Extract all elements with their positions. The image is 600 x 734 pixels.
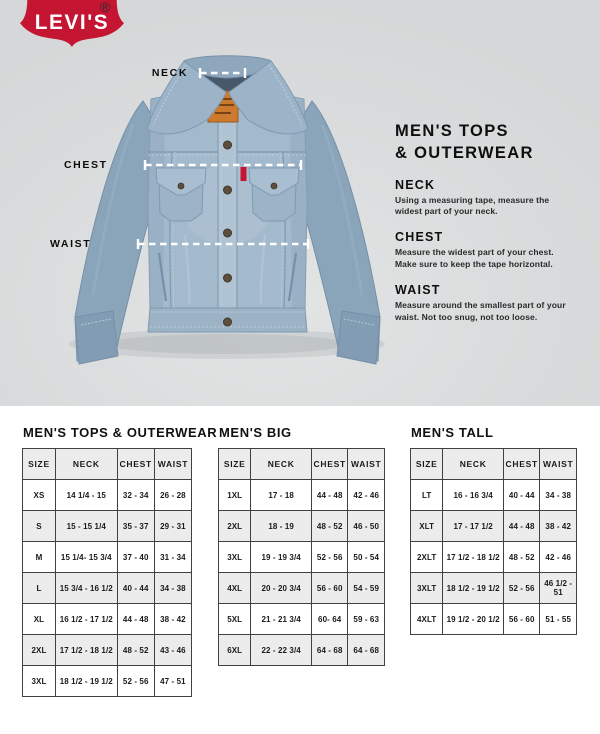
measurement-cell: 26 - 28 bbox=[154, 480, 191, 511]
table-row bbox=[411, 480, 577, 511]
measurement-cell: 21 - 21 3/4 bbox=[251, 604, 312, 635]
size-cell: 3XL bbox=[219, 542, 251, 573]
measurement-cell: 44 - 48 bbox=[117, 604, 154, 635]
table-row bbox=[411, 604, 577, 635]
measurement-cell: 44 - 48 bbox=[311, 480, 348, 511]
table-row bbox=[219, 480, 385, 511]
table-row bbox=[23, 480, 192, 511]
instruction-body-waist: Measure around the smallest part of your waist. Not too snug, not too loose. bbox=[395, 300, 566, 322]
table-row bbox=[23, 511, 192, 542]
size-cell: 3XL bbox=[23, 666, 56, 697]
size-cell: 2XL bbox=[23, 635, 56, 666]
measurement-cell: 52 - 56 bbox=[311, 542, 348, 573]
instruction-section-chest bbox=[395, 230, 573, 270]
measurement-cell: 32 - 34 bbox=[117, 480, 154, 511]
measurement-cell: 17 1/2 - 18 1/2 bbox=[443, 542, 504, 573]
measurement-cell: 16 - 16 3/4 bbox=[443, 480, 504, 511]
jacket-chest-pocket-left bbox=[156, 168, 206, 221]
measurement-cell: 20 - 20 3/4 bbox=[251, 573, 312, 604]
measurement-cell: 42 - 46 bbox=[540, 542, 577, 573]
measurement-cell: 42 - 46 bbox=[348, 480, 385, 511]
measurement-cell: 64 - 68 bbox=[311, 635, 348, 666]
table-row bbox=[219, 635, 385, 666]
header-row bbox=[411, 449, 577, 480]
column-header: CHEST bbox=[117, 449, 154, 480]
instructions-title-line2: & OUTERWEAR bbox=[395, 143, 534, 162]
measurement-cell: 22 - 22 3/4 bbox=[251, 635, 312, 666]
header-row bbox=[219, 449, 385, 480]
column-header: SIZE bbox=[23, 449, 56, 480]
measurement-cell: 48 - 52 bbox=[311, 511, 348, 542]
measurement-cell: 46 - 50 bbox=[348, 511, 385, 542]
column-header: CHEST bbox=[311, 449, 348, 480]
table-row bbox=[411, 511, 577, 542]
measurement-cell: 52 - 56 bbox=[503, 573, 540, 604]
table-row bbox=[219, 604, 385, 635]
column-header: WAIST bbox=[154, 449, 191, 480]
jacket-placket bbox=[218, 93, 237, 326]
measurement-cell: 38 - 42 bbox=[154, 604, 191, 635]
table-row bbox=[23, 604, 192, 635]
table-title: MEN'S TOPS & OUTERWEAR bbox=[23, 425, 218, 440]
measurement-cell: 48 - 52 bbox=[117, 635, 154, 666]
measurement-cell: 51 - 55 bbox=[540, 604, 577, 635]
size-table-block-tall bbox=[410, 425, 577, 635]
measurement-cell: 64 - 68 bbox=[348, 635, 385, 666]
instructions-title bbox=[395, 121, 573, 165]
size-cell: 2XLT bbox=[411, 542, 443, 573]
size-table-block-big bbox=[218, 425, 385, 666]
size-cell: 3XLT bbox=[411, 573, 443, 604]
waist-label: WAIST bbox=[50, 238, 92, 250]
measurement-cell: 15 - 15 1/4 bbox=[55, 511, 117, 542]
table-row bbox=[23, 666, 192, 697]
measurement-cell: 47 - 51 bbox=[154, 666, 191, 697]
measurement-cell: 14 1/4 - 15 bbox=[55, 480, 117, 511]
size-cell: LT bbox=[411, 480, 443, 511]
jacket-photo bbox=[55, 55, 400, 370]
size-cell: 4XLT bbox=[411, 604, 443, 635]
measurement-cell: 52 - 56 bbox=[117, 666, 154, 697]
jacket-sleeve-left bbox=[75, 101, 153, 364]
measurement-cell: 17 1/2 - 18 1/2 bbox=[55, 635, 117, 666]
size-cell: 2XL bbox=[219, 511, 251, 542]
measurement-cell: 15 3/4 - 16 1/2 bbox=[55, 573, 117, 604]
column-header: NECK bbox=[55, 449, 117, 480]
measurement-cell: 37 - 40 bbox=[117, 542, 154, 573]
measurement-cell: 29 - 31 bbox=[154, 511, 191, 542]
measurement-cell: 40 - 44 bbox=[117, 573, 154, 604]
table-row bbox=[411, 542, 577, 573]
measurement-cell: 48 - 52 bbox=[503, 542, 540, 573]
size-cell: 6XL bbox=[219, 635, 251, 666]
jacket-sleeve-right bbox=[302, 101, 380, 364]
measurement-cell: 50 - 54 bbox=[348, 542, 385, 573]
table-row bbox=[23, 635, 192, 666]
header-row bbox=[23, 449, 192, 480]
chest-label: CHEST bbox=[64, 159, 108, 171]
instruction-heading-chest: CHEST bbox=[395, 230, 444, 245]
size-table bbox=[22, 448, 192, 697]
measurement-cell: 19 - 19 3/4 bbox=[251, 542, 312, 573]
size-cell: XL bbox=[23, 604, 56, 635]
measurement-cell: 18 - 19 bbox=[251, 511, 312, 542]
measurement-cell: 17 - 17 1/2 bbox=[443, 511, 504, 542]
size-cell: 1XL bbox=[219, 480, 251, 511]
measurement-cell: 17 - 18 bbox=[251, 480, 312, 511]
table-row bbox=[411, 573, 577, 604]
size-cell: XS bbox=[23, 480, 56, 511]
size-cell: 4XL bbox=[219, 573, 251, 604]
size-table-block-tops-outerwear bbox=[22, 425, 218, 697]
measurement-cell: 16 1/2 - 17 1/2 bbox=[55, 604, 117, 635]
measurement-cell: 56 - 60 bbox=[503, 604, 540, 635]
measurement-cell: 35 - 37 bbox=[117, 511, 154, 542]
measurement-cell: 15 1/4- 15 3/4 bbox=[55, 542, 117, 573]
size-cell: 5XL bbox=[219, 604, 251, 635]
table-row bbox=[219, 511, 385, 542]
measurement-cell: 19 1/2 - 20 1/2 bbox=[443, 604, 504, 635]
measurement-cell: 56 - 60 bbox=[311, 573, 348, 604]
size-table bbox=[218, 448, 385, 666]
table-title: MEN'S TALL bbox=[411, 425, 494, 440]
column-header: SIZE bbox=[411, 449, 443, 480]
red-tab bbox=[241, 167, 247, 181]
measuring-instructions bbox=[395, 121, 573, 323]
measurement-cell: 34 - 38 bbox=[154, 573, 191, 604]
size-cell: S bbox=[23, 511, 56, 542]
table-row bbox=[23, 573, 192, 604]
table-row bbox=[23, 542, 192, 573]
measurement-cell: 43 - 46 bbox=[154, 635, 191, 666]
instruction-body-chest: Measure the widest part of your chest. Make sure to keep the tape horizontal. bbox=[395, 247, 554, 269]
size-cell: M bbox=[23, 542, 56, 573]
size-tables-section bbox=[0, 406, 600, 734]
measurement-cell: 54 - 59 bbox=[348, 573, 385, 604]
measurement-cell: 18 1/2 - 19 1/2 bbox=[55, 666, 117, 697]
measurement-cell: 59 - 63 bbox=[348, 604, 385, 635]
levis-wordmark: LEVI'S bbox=[34, 11, 110, 35]
size-cell: L bbox=[23, 573, 56, 604]
neck-label: NECK bbox=[151, 67, 188, 79]
registered-trademark: ® bbox=[100, 0, 111, 15]
measurement-cell: 38 - 42 bbox=[540, 511, 577, 542]
column-header: WAIST bbox=[540, 449, 577, 480]
instruction-section-neck bbox=[395, 178, 573, 218]
size-cell: XLT bbox=[411, 511, 443, 542]
measurement-cell: 46 1/2 - 51 bbox=[540, 573, 577, 604]
column-header: CHEST bbox=[503, 449, 540, 480]
instructions-title-line1: MEN'S TOPS bbox=[395, 122, 509, 140]
measurement-cell: 44 - 48 bbox=[503, 511, 540, 542]
measurement-cell: 40 - 44 bbox=[503, 480, 540, 511]
instruction-heading-waist: WAIST bbox=[395, 283, 441, 298]
measurement-cell: 60- 64 bbox=[311, 604, 348, 635]
measurement-cell: 18 1/2 - 19 1/2 bbox=[443, 573, 504, 604]
table-row bbox=[219, 573, 385, 604]
column-header: WAIST bbox=[348, 449, 385, 480]
column-header: NECK bbox=[251, 449, 312, 480]
measurement-cell: 34 - 38 bbox=[540, 480, 577, 511]
column-header: SIZE bbox=[219, 449, 251, 480]
instruction-section-waist bbox=[395, 283, 573, 323]
instruction-heading-neck: NECK bbox=[395, 177, 436, 192]
table-title: MEN'S BIG bbox=[219, 425, 292, 440]
column-header: NECK bbox=[443, 449, 504, 480]
instruction-body-neck: Using a measuring tape, measure the widest part of your neck. bbox=[395, 194, 550, 216]
measurement-cell: 31 - 34 bbox=[154, 542, 191, 573]
table-row bbox=[219, 542, 385, 573]
size-table bbox=[410, 448, 577, 635]
